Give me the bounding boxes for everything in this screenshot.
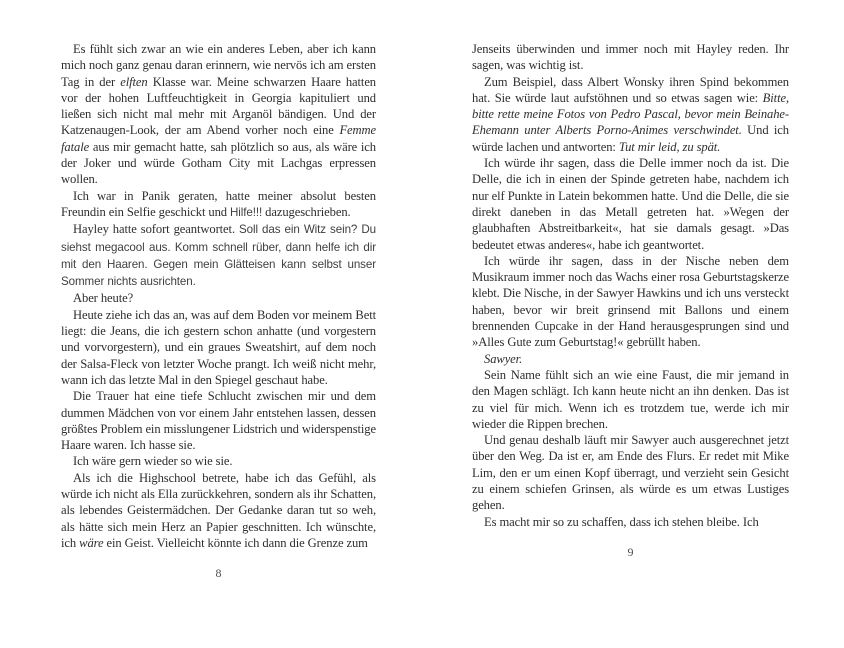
text-run: Ich war in Panik geraten, hatte meiner absolut besten Freundin ein Selfie geschickt und <box>61 188 376 219</box>
text-run: Und ich würde lachen und antworten: <box>472 123 789 154</box>
paragraph <box>61 41 376 188</box>
italic-text-run: elften <box>120 74 148 89</box>
text-run: Und genau deshalb läuft mir Sawyer auch ausgerechnet jetzt über den Weg. Da ist er, am Ende des Flurs. Er redet mit Mike Lim, den er um einen Kopf überragt, und verzieht sein Gesicht zu einem schiefen Grinsen, als würde es um etwas Lustiges gehen. <box>472 433 789 513</box>
text-run: Ich würde ihr sagen, dass in der Nische neben dem Musikraum immer noch das Wachs einer rosa Geburtstagskerze klebt. Die Nische, in der Sawyer Hawkins und ich uns versteckt haben, bevor wir breit grinsend mit Ballons und einem brennenden Cupcake in der Hand herausgesprungen sind und »Alles Gute zum Geburtstag!« gebrüllt haben. <box>472 253 789 350</box>
paragraph <box>472 155 789 253</box>
paragraph <box>61 221 376 290</box>
text-run: Es fühlt sich zwar an wie ein anderes Leben, aber ich kann mich noch ganz genau daran erinnern, wie nervös ich am ersten Tag in der <box>61 42 376 89</box>
page-left-text <box>61 41 376 551</box>
paragraph <box>472 432 789 513</box>
text-run: ein Geist. Vielleicht könnte ich dann die Grenze zum <box>103 535 368 550</box>
text-run: Sein Name fühlt sich an wie eine Faust, die mir jemand in den Magen schlägt. Ich kann heute nicht an ihn denken. Das ist zu viel für mich. Wenn ich es trotzdem tue, werde ich mir wieder die Rippen brechen. <box>472 367 789 431</box>
paragraph <box>61 188 376 222</box>
message-text-run: Hilfe!!! <box>230 205 263 219</box>
message-text-run: Soll das ein Witz sein? Du siehst megacool aus. Komm schnell rüber, dann helfe ich dir mit den Haaren. Gegen mein Glätteisen kann selbst unser Sommer nichts ausrichten. <box>61 223 376 289</box>
text-run: Ich wäre gern wieder so wie sie. <box>73 454 233 469</box>
italic-text-run: wäre <box>79 535 104 550</box>
paragraph <box>472 41 789 74</box>
text-run: Es macht mir so zu schaffen, dass ich stehen bleibe. Ich <box>484 514 759 529</box>
paragraph <box>61 307 376 388</box>
page-right <box>472 41 789 560</box>
text-run: Heute ziehe ich das an, was auf dem Boden vor meinem Bett liegt: die Jeans, die ich gestern schon anhatte (und vorgestern und vorvorgestern), und ein graues Sweatshirt, auf dem noch der Salsa-Fleck von letzter Woche prangt. Ich weiß nicht mehr, wann ich das letzte Mal in den Spiegel geschaut habe. <box>61 307 376 387</box>
text-run: Ich würde ihr sagen, dass die Delle immer noch da ist. Die Delle, die ich in einen der Spinde getreten habe, nachdem ich nur elf Punkte in Latein bekommen hatte. Und die Delle, die sie direkt daneben in das Metall getreten hat. »Wegen der glaubhaften Abstreitbarkeit«, hat sie damals gesagt. »Das bedeutet etwas anderes«, habe ich geantwortet. <box>472 156 789 252</box>
paragraph <box>472 514 789 530</box>
page-left <box>61 41 376 581</box>
paragraph <box>61 290 376 306</box>
page-number-left: 8 <box>215 566 222 581</box>
paragraph <box>472 367 789 432</box>
text-run: Hayley hatte sofort geantwortet. <box>73 222 240 237</box>
text-run: Klasse war. Meine schwarzen Haare hatten vor der hohen Luftfeuchtigkeit in Georgia kapituliert und ließen sich nicht mal mehr mit Arganöl bändigen. Und der Katzenaugen-Look, der am Abend vorher noch eine <box>61 74 377 138</box>
italic-text-run: Sawyer. <box>484 351 523 366</box>
text-run: Als ich die Highschool betrete, habe ich das Gefühl, als würde ich nicht als Ella zurückkehren, sondern als ihr Schatten, als lebendes Geistermädchen. Der Gedanke daran tut so weh, als hätte sich mein Herz an Papier geschnitten. Ich wünschte, ich <box>61 470 376 550</box>
text-run: dazugeschrieben. <box>262 204 351 219</box>
page-right-text <box>472 41 789 530</box>
italic-text-run: Tut mir leid, zu spät. <box>618 139 721 154</box>
paragraph <box>61 453 376 469</box>
text-run: Aber heute? <box>73 291 134 306</box>
paragraph <box>472 351 789 367</box>
paragraph <box>472 74 789 155</box>
page-number-right: 9 <box>627 544 634 559</box>
paragraph <box>61 388 376 453</box>
text-run: Zum Beispiel, dass Albert Wonsky ihren Spind bekommen hat. Sie würde laut aufstöhnen und so etwas sagen wie: <box>472 74 789 105</box>
text-run: aus mir gemacht hatte, sah plötzlich so aus, als wäre ich der Joker und würde Gotham City mit Lachgas erpressen wollen. <box>61 139 376 187</box>
text-run: Die Trauer hat eine tiefe Schlucht zwischen mir und dem dummen Mädchen von vor einem Jahr entstehen lassen, dessen größtes Problem ein misslungener Lidstrich und widerspenstige Haare waren. Ich hasse sie. <box>61 389 376 453</box>
text-run: Jenseits überwinden und immer noch mit Hayley reden. Ihr sagen, was wichtig ist. <box>472 42 789 73</box>
paragraph <box>472 253 789 351</box>
italic-text-run: Femme fatale <box>61 123 376 154</box>
paragraph <box>61 470 376 551</box>
italic-text-run: Bitte, bitte rette meine Fotos von Pedro Pascal, bevor mein Beinahe-Ehemann unter Alberts Porno-Animes verschwindet. <box>472 90 789 138</box>
